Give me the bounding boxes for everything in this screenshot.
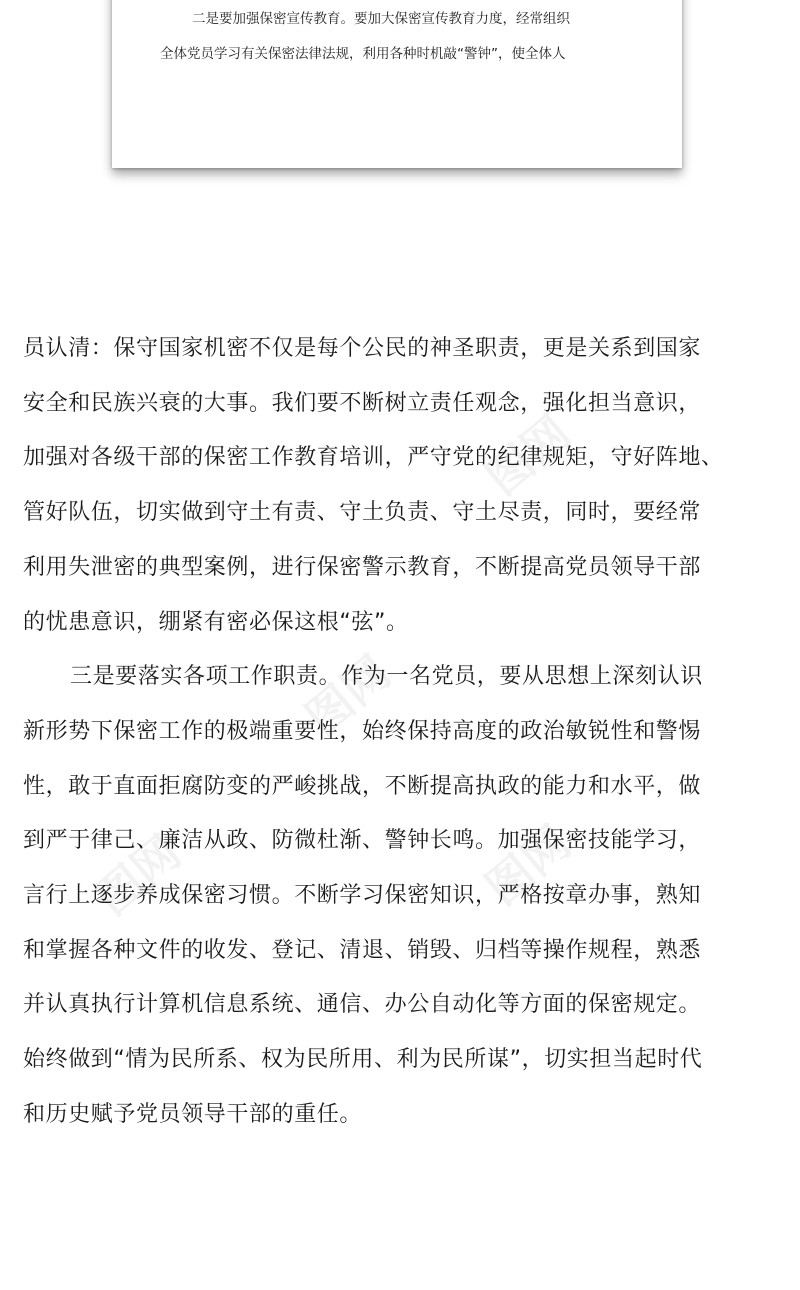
preview-text-line: 二是要加强保密宣传教育。要加大保密宣传教育力度，经常组织 [192,11,570,27]
text-line: 的忧患意识，绷紧有密必保这根“弦”。 [23,609,409,635]
text-line: 并认真执行计算机信息系统、通信、办公自动化等方面的保密规定。 [23,992,702,1018]
watermark: 图网 [295,645,401,746]
text-line: 三是要落实各项工作职责。作为一名党员，要从思想上深刻认识 [70,664,703,690]
text-line: 员认清：保守国家机密不仅是每个公民的神圣职责，更是关系到国家 [23,336,702,361]
paragraph [23,322,783,650]
text-line: 新形势下保密工作的极端重要性，始终保持高度的政治敏锐性和警惕 [23,718,702,744]
document-body [23,322,783,1143]
text-line: 利用失泄密的典型案例，进行保密警示教育，不断提高党员领导干部 [23,554,702,580]
text-line: 和掌握各种文件的收发、登记、清退、销毁、归档等操作规程，熟悉 [23,937,702,963]
document-page-preview [112,0,682,168]
text-line: 加强对各级干部的保密工作教育培训，严守党的纪律规矩，守好阵地、 [23,445,724,471]
preview-text-line: 全体党员学习有关保密法律法规，利用各种时机敲“警钟”，使全体人 [160,46,566,62]
text-line: 安全和民族兴衰的大事。我们要不断树立责任观念，强化担当意识， [23,390,702,416]
watermark: 图网 [475,815,581,916]
watermark: 图网 [85,825,191,926]
text-line: 到严于律己、廉洁从政、防微杜渐、警钟长鸣。加强保密技能学习， [23,828,702,854]
watermark: 图网 [475,405,581,506]
text-line: 始终做到“情为民所系、权为民所用、利为民所谋”，切实担当起时代 [23,1047,703,1073]
paragraph [23,650,783,1142]
text-line: 和历史赋予党员领导干部的重任。 [23,1101,363,1127]
text-line: 言行上逐步养成保密习惯。不断学习保密知识，严格按章办事，熟知 [23,883,702,909]
text-line: 性，敢于直面拒腐防变的严峻挑战，不断提高执政的能力和水平，做 [23,773,702,799]
text-line: 管好队伍，切实做到守土有责、守土负责、守土尽责，同时，要经常 [23,500,702,526]
